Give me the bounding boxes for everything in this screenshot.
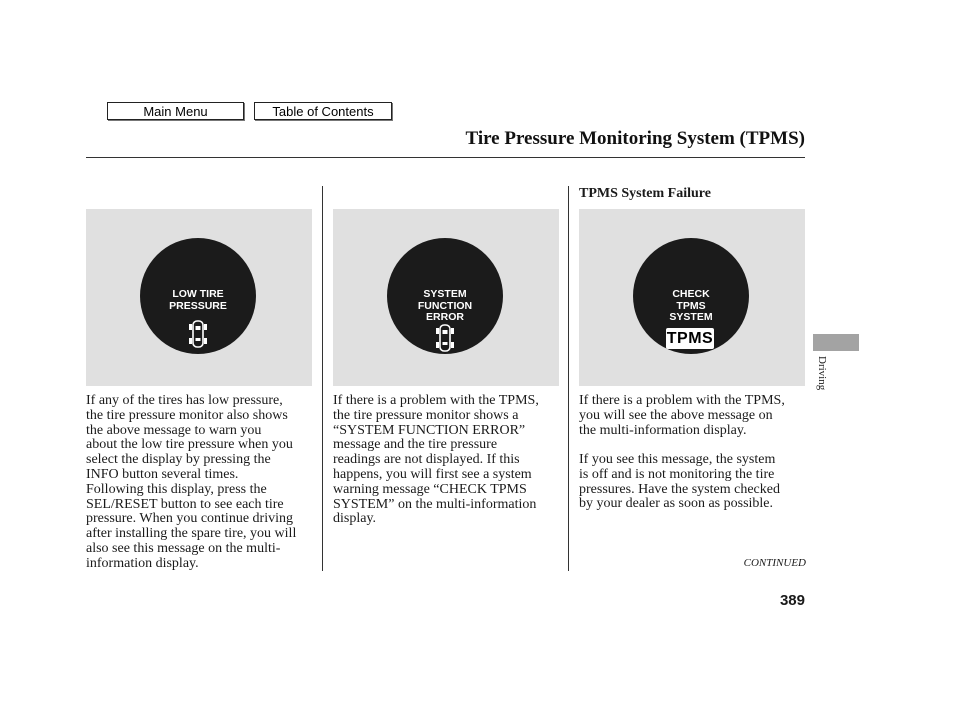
page-number: 389	[779, 592, 805, 609]
text-line: INFO button several times.	[86, 466, 239, 482]
tpms-badge-icon: TPMS	[666, 330, 714, 347]
text-line: pressure. When you continue driving	[86, 511, 293, 527]
display-line: FUNCTION	[417, 299, 473, 312]
text-line: the tire pressure monitor also shows	[86, 407, 288, 423]
title-divider	[86, 157, 805, 158]
continued-label: CONTINUED	[743, 557, 806, 569]
text-line: warning message “CHECK TPMS	[333, 481, 527, 497]
display-line: TPMS	[676, 299, 706, 312]
text-line: “SYSTEM FUNCTION ERROR”	[333, 422, 526, 438]
display-line: CHECK	[672, 288, 710, 300]
section-tab-marker	[813, 334, 859, 351]
display-line: SYSTEM	[669, 311, 713, 323]
text-line: display.	[333, 511, 377, 527]
text-line: SEL/RESET button to see each tire	[86, 496, 284, 512]
display-line: SYSTEM	[423, 288, 467, 300]
main-menu-button[interactable]: Main Menu	[107, 102, 244, 120]
body-paragraph-system-off	[579, 453, 780, 512]
text-line: pressures. Have the system checked	[579, 481, 780, 497]
display-line: LOW TIRE	[172, 288, 224, 300]
display-line: ERROR	[426, 311, 464, 323]
multi-info-display	[140, 238, 256, 354]
text-line: readings are not displayed. If this	[333, 452, 520, 468]
column-divider	[322, 186, 323, 571]
multi-info-display	[387, 238, 503, 354]
body-paragraph-function-error	[333, 394, 539, 527]
column-divider	[568, 186, 569, 571]
text-line: the multi-information display.	[579, 422, 747, 438]
text-line: the tire pressure monitor shows a	[333, 407, 519, 423]
display-illustration-low-tire	[86, 209, 312, 386]
text-line: you will see the above message on	[579, 407, 773, 423]
text-line: is off and is not monitoring the tire	[579, 466, 775, 482]
text-line: about the low tire pressure when you	[86, 437, 293, 453]
page-title: Tire Pressure Monitoring System (TPMS)	[465, 128, 805, 149]
text-line: happens, you will first see a system	[333, 466, 532, 482]
display-illustration-check-tpms	[579, 209, 805, 386]
display-message	[387, 289, 503, 324]
tire-car-icon	[187, 318, 209, 350]
display-illustration-function-error	[333, 209, 559, 386]
text-line: after installing the spare tire, you will	[86, 526, 297, 542]
text-line: also see this message on the multi-	[86, 540, 281, 556]
display-line: PRESSURE	[169, 299, 227, 312]
text-line: the above message to warn you	[86, 422, 262, 438]
text-line: information display.	[86, 555, 199, 571]
section-label: Driving	[816, 356, 828, 391]
text-line: by your dealer as soon as possible.	[579, 496, 774, 512]
text-line: If any of the tires has low pressure,	[86, 393, 283, 408]
tire-car-icon	[434, 322, 456, 354]
table-of-contents-button[interactable]: Table of Contents	[254, 102, 392, 120]
display-message	[633, 289, 749, 324]
body-paragraph-check-tpms	[579, 394, 785, 438]
body-paragraph-low-tire	[86, 394, 296, 572]
display-message	[140, 289, 256, 312]
text-line: If you see this message, the system	[579, 452, 776, 467]
text-line: Following this display, press the	[86, 481, 267, 497]
text-line: If there is a problem with the TPMS,	[333, 393, 539, 408]
text-line: select the display by pressing the	[86, 452, 271, 468]
text-line: If there is a problem with the TPMS,	[579, 393, 785, 408]
text-line: SYSTEM” on the multi-information	[333, 496, 537, 512]
text-line: message and the tire pressure	[333, 437, 498, 453]
section-subheading: TPMS System Failure	[579, 186, 711, 201]
multi-info-display	[633, 238, 749, 354]
